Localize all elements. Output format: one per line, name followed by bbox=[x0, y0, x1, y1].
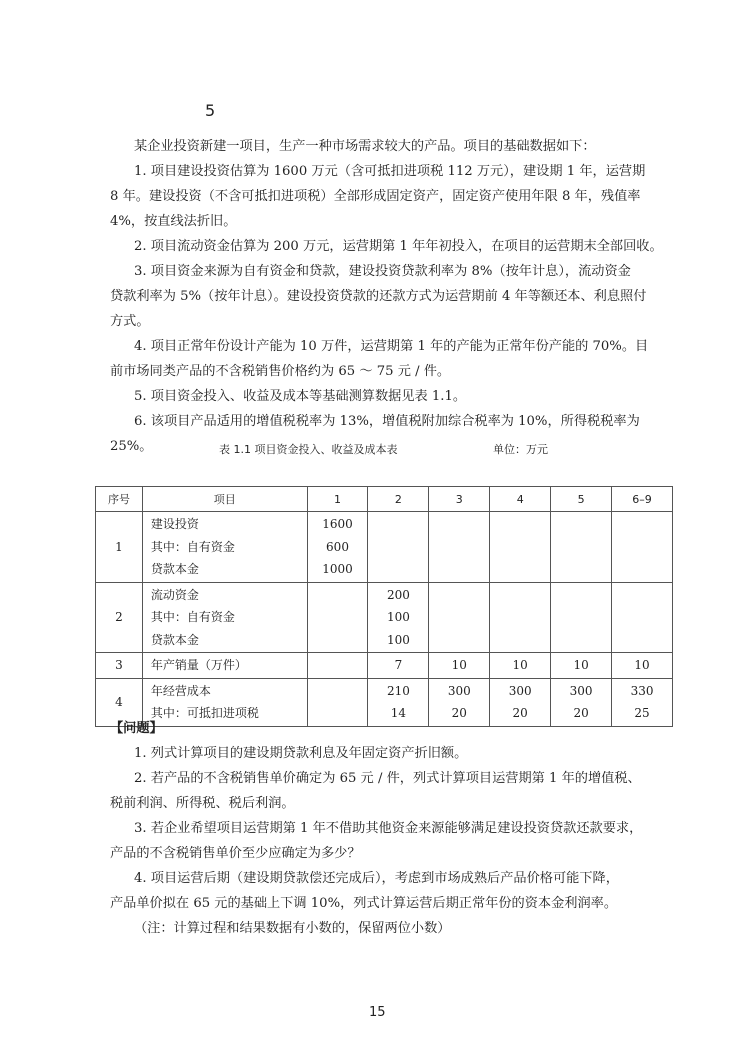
condition-item: 1. 项目建设投资估算为 1600 万元（含可抵扣进项税 112 万元），建设期 1 年，运营期 8 年。建设投资（不含可抵扣进项税）全部形成固定资产，固定资产使用年限 8 年，残值率 4%，按直线法折旧。 bbox=[110, 164, 646, 229]
column-header: 3 bbox=[429, 487, 490, 512]
cell-line: 20 bbox=[451, 706, 467, 720]
question-number: 5 bbox=[205, 101, 216, 120]
questions-section bbox=[110, 716, 675, 941]
value-cell bbox=[307, 512, 368, 583]
cell-line: 其中：自有资金 bbox=[150, 610, 235, 624]
question-item: 3. 若企业希望项目运营期第 1 年不借助其他资金来源能够满足建设投资贷款还款要求， 产品的不含税销售单价至少应确定为多少？ bbox=[110, 821, 643, 861]
value-cell bbox=[368, 582, 429, 653]
question-item: 2. 若产品的不含税销售单价确定为 65 元 / 件，列式计算项目运营期第 1 年的增值税、 税前利润、所得税、税后利润。 bbox=[110, 771, 641, 811]
column-header: 序号 bbox=[96, 487, 143, 512]
problem-statement bbox=[110, 134, 675, 459]
value-cell bbox=[429, 653, 490, 679]
value-cell bbox=[368, 653, 429, 679]
table-unit: 单位：万元 bbox=[493, 443, 548, 456]
value-cell bbox=[612, 653, 673, 679]
value-cell bbox=[551, 653, 612, 679]
value-cell bbox=[490, 582, 551, 653]
value-cell bbox=[307, 653, 368, 679]
condition-item: 3. 项目资金来源为自有资金和贷款，建设投资贷款利率为 8%（按年计息），流动资金 贷款利率为 5%（按年计息）。建设投资贷款的还款方式为运营期前 4 年等额还本、利息照付 方式。 bbox=[110, 264, 647, 329]
cell-line: 600 bbox=[326, 539, 349, 554]
cell-line: 100 bbox=[386, 610, 410, 624]
cell-line: 1000 bbox=[322, 562, 353, 576]
cell-line: 建设投资 bbox=[150, 517, 199, 531]
page-number: 15 bbox=[369, 1005, 386, 1020]
item-cell bbox=[142, 582, 307, 653]
cell-line: 25 bbox=[634, 706, 650, 720]
row-number-cell: 1 bbox=[96, 512, 143, 583]
column-header: 4 bbox=[490, 487, 551, 512]
value-cell bbox=[429, 512, 490, 583]
note-text: （注：计算过程和结果数据有小数的，保留两位小数） bbox=[134, 921, 451, 936]
item-cell bbox=[142, 512, 307, 583]
condition-item: 6. 该项目产品适用的增值税税率为 13%，增值税附加综合税率为 10%，所得税税率为 25%。 bbox=[110, 414, 640, 454]
data-table bbox=[95, 486, 673, 727]
cell-line: 10 bbox=[512, 658, 528, 672]
cell-line: 330 bbox=[630, 683, 654, 698]
value-cell bbox=[429, 582, 490, 653]
value-cell bbox=[307, 582, 368, 653]
table-row bbox=[96, 512, 673, 583]
conditions-list bbox=[110, 159, 675, 459]
cell-line: 流动资金 bbox=[150, 587, 199, 602]
cell-line: 300 bbox=[508, 683, 532, 698]
cell-line: 10 bbox=[634, 658, 650, 672]
value-cell bbox=[368, 512, 429, 583]
item-cell bbox=[142, 653, 307, 679]
condition-item: 5. 项目资金投入、收益及成本等基础测算数据见表 1.1。 bbox=[134, 389, 467, 404]
cell-line: 10 bbox=[451, 658, 467, 672]
value-cell bbox=[551, 512, 612, 583]
column-header: 2 bbox=[368, 487, 429, 512]
cell-line: 年产销量（万件） bbox=[150, 658, 247, 672]
question-item: 1. 列式计算项目的建设期贷款利息及年固定资产折旧额。 bbox=[134, 746, 468, 761]
condition-item: 4. 项目正常年份设计产能为 10 万件，运营期第 1 年的产能为正常年份产能的 70%。目 前市场同类产品的不含税销售价格约为 65 ～ 75 元 / 件。 bbox=[110, 339, 649, 379]
value-cell bbox=[551, 582, 612, 653]
cell-line: 贷款本金 bbox=[150, 562, 199, 576]
cell-line: 年经营成本 bbox=[150, 683, 211, 698]
cell-line: 210 bbox=[386, 683, 410, 698]
table-row bbox=[96, 653, 673, 679]
cell-line: 贷款本金 bbox=[150, 632, 199, 647]
table-caption: 表 1.1 项目资金投入、收益及成本表 bbox=[219, 443, 398, 456]
row-number-cell: 3 bbox=[96, 653, 143, 679]
question-item: 4. 项目运营后期（建设期贷款偿还完成后），考虑到市场成熟后产品价格可能下降， 产品单价拟在 65 元的基础上下调 10%，列式计算运营后期正常年份的资本金利润率。 bbox=[110, 871, 619, 911]
cell-line: 20 bbox=[573, 706, 589, 720]
value-cell bbox=[490, 512, 551, 583]
cell-line: 20 bbox=[512, 706, 528, 720]
column-header: 5 bbox=[551, 487, 612, 512]
cell-line: 300 bbox=[447, 683, 471, 698]
cell-line: 200 bbox=[386, 587, 410, 602]
row-number-cell: 4 bbox=[96, 678, 143, 726]
value-cell bbox=[490, 653, 551, 679]
value-cell bbox=[612, 582, 673, 653]
intro-text: 某企业投资新建一项目，生产一种市场需求较大的产品。项目的基础数据如下： bbox=[134, 139, 596, 154]
cell-line: 100 bbox=[386, 632, 410, 647]
cell-line: 300 bbox=[569, 683, 593, 698]
column-header: 6–9 bbox=[612, 487, 673, 512]
table-row bbox=[96, 582, 673, 653]
cell-line: 7 bbox=[394, 658, 403, 672]
cell-line: 其中：自有资金 bbox=[150, 539, 235, 554]
table-header-row bbox=[96, 487, 673, 512]
condition-item: 2. 项目流动资金估算为 200 万元，运营期第 1 年年初投入，在项目的运营期末全部回收。 bbox=[134, 239, 663, 254]
value-cell bbox=[612, 512, 673, 583]
cell-line: 14 bbox=[390, 706, 407, 720]
column-header: 1 bbox=[307, 487, 368, 512]
row-number-cell: 2 bbox=[96, 582, 143, 653]
cell-line: 其中：可抵扣进项税 bbox=[150, 706, 259, 720]
column-header: 项目 bbox=[142, 487, 307, 512]
questions-heading: 【问题】 bbox=[110, 721, 163, 736]
cell-line: 10 bbox=[573, 658, 589, 672]
cell-line: 1600 bbox=[322, 517, 353, 531]
